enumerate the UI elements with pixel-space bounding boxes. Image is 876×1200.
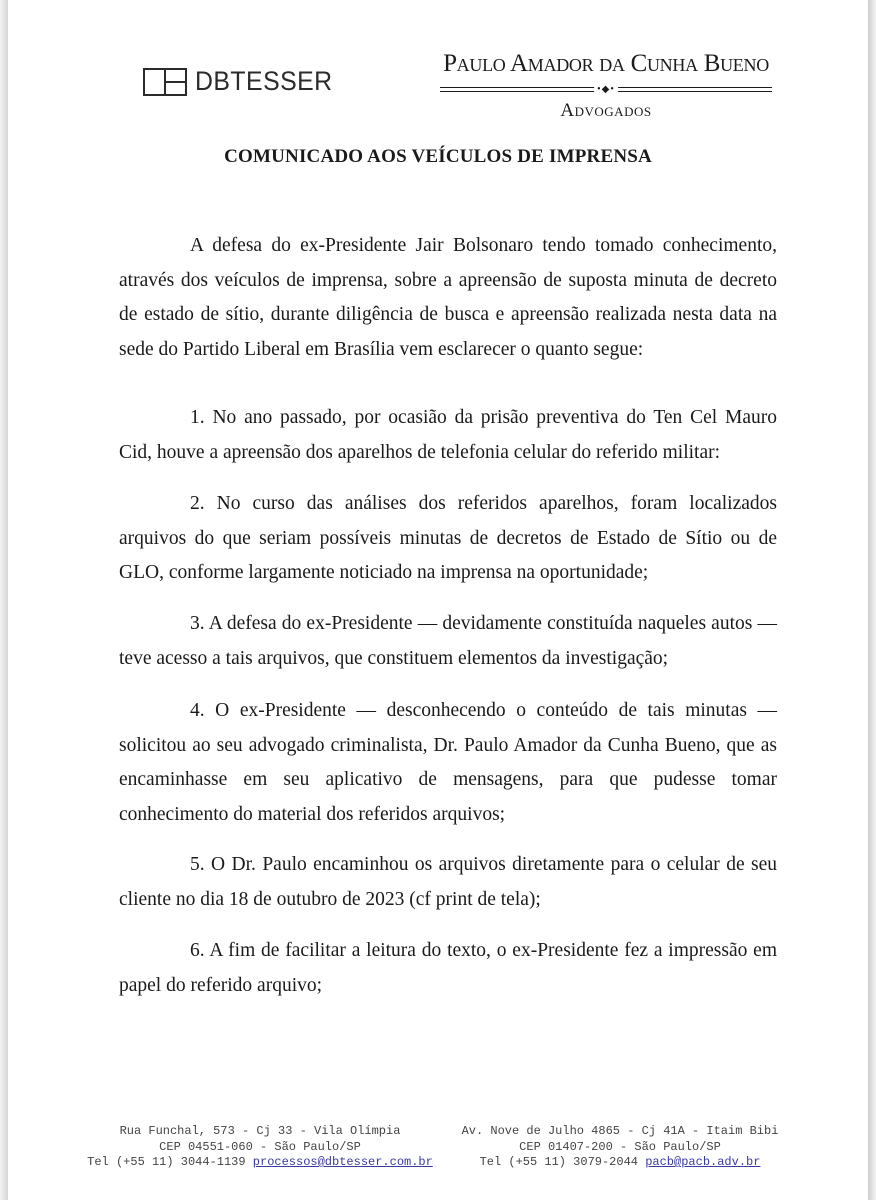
footer-left-contact	[80, 1155, 440, 1171]
footer-right-line2: CEP 01407-200 - São Paulo/SP	[519, 1139, 721, 1154]
item-paragraph-5: 5. O Dr. Paulo encaminhou os arquivos diretamente para o celular de seu cliente no dia 18 de outubro de 2023 (cf print de tela);	[119, 854, 777, 910]
pacb-logo	[436, 50, 776, 122]
dbtesser-brand-text: DBTESSER	[195, 66, 333, 96]
dbtesser-mark-icon	[143, 68, 187, 96]
document-title: COMUNICADO AOS VEÍCULOS DE IMPRENSA	[224, 146, 652, 167]
item-paragraph-4: 4. O ex-Presidente — desconhecendo o conteúdo de tais minutas — solicitou ao seu advogado criminalista, Dr. Paulo Amador da Cunha Bueno, que as encaminhasse em seu aplicativo de mensagens, para que pudesse tomar conhecimento do material dos referidos arquivos;	[119, 700, 777, 825]
footer-right-line1: Av. Nove de Julho 4865 - Cj 41A - Itaim Bibi	[461, 1124, 779, 1138]
item-paragraph-6: 6. A fim de facilitar a leitura do texto, o ex-Presidente fez a impressão em papel do referido arquivo;	[119, 940, 777, 996]
footer-address-pacb	[455, 1124, 785, 1171]
pacb-firm-name: Paulo Amador da Cunha Bueno	[443, 50, 769, 77]
page-left-edge	[0, 0, 8, 1200]
footer-right-tel: Tel (+55 11) 3079-2044	[479, 1155, 638, 1169]
document-page	[8, 0, 868, 1200]
pacb-ornament: •◆•	[594, 83, 618, 97]
dbtesser-logo	[143, 66, 345, 97]
page-right-edge	[868, 0, 876, 1200]
pacb-divider	[440, 84, 772, 96]
item-paragraph-2: 2. No curso das análises dos referidos aparelhos, foram localizados arquivos do que seriam possíveis minutas de decretos de Estado de Sítio ou de GLO, conforme largamente noticiado na imprensa na oportunidade;	[119, 493, 777, 583]
footer-right-email-link[interactable]: pacb@pacb.adv.br	[645, 1155, 761, 1169]
item-paragraph-3: 3. A defesa do ex-Presidente — devidamente constituída naqueles autos — teve acesso a tais arquivos, que constituem elementos da investigação;	[119, 613, 777, 669]
item-paragraph-1: 1. No ano passado, por ocasião da prisão preventiva do Ten Cel Mauro Cid, houve a apreensão dos aparelhos de telefonia celular do referido militar:	[119, 407, 777, 463]
footer-address-dbtesser	[80, 1124, 440, 1171]
footer-right-contact	[455, 1155, 785, 1171]
footer-left-tel: Tel (+55 11) 3044-1139	[87, 1155, 246, 1169]
footer-left-email-link[interactable]: processos@dbtesser.com.br	[252, 1155, 433, 1169]
pacb-subtitle: Advogados	[560, 100, 652, 121]
footer-left-line2: CEP 04551-060 - São Paulo/SP	[159, 1139, 361, 1154]
footer-left-line1: Rua Funchal, 573 - Cj 33 - Vila Olímpia	[119, 1124, 401, 1138]
intro-paragraph: A defesa do ex-Presidente Jair Bolsonaro tendo tomado conhecimento, através dos veículos de imprensa, sobre a apreensão de suposta minuta de decreto de estado de sítio, durante diligência de busca e apreensão realizada nesta data na sede do Partido Liberal em Brasília vem esclarecer o quanto segue:	[119, 235, 777, 360]
